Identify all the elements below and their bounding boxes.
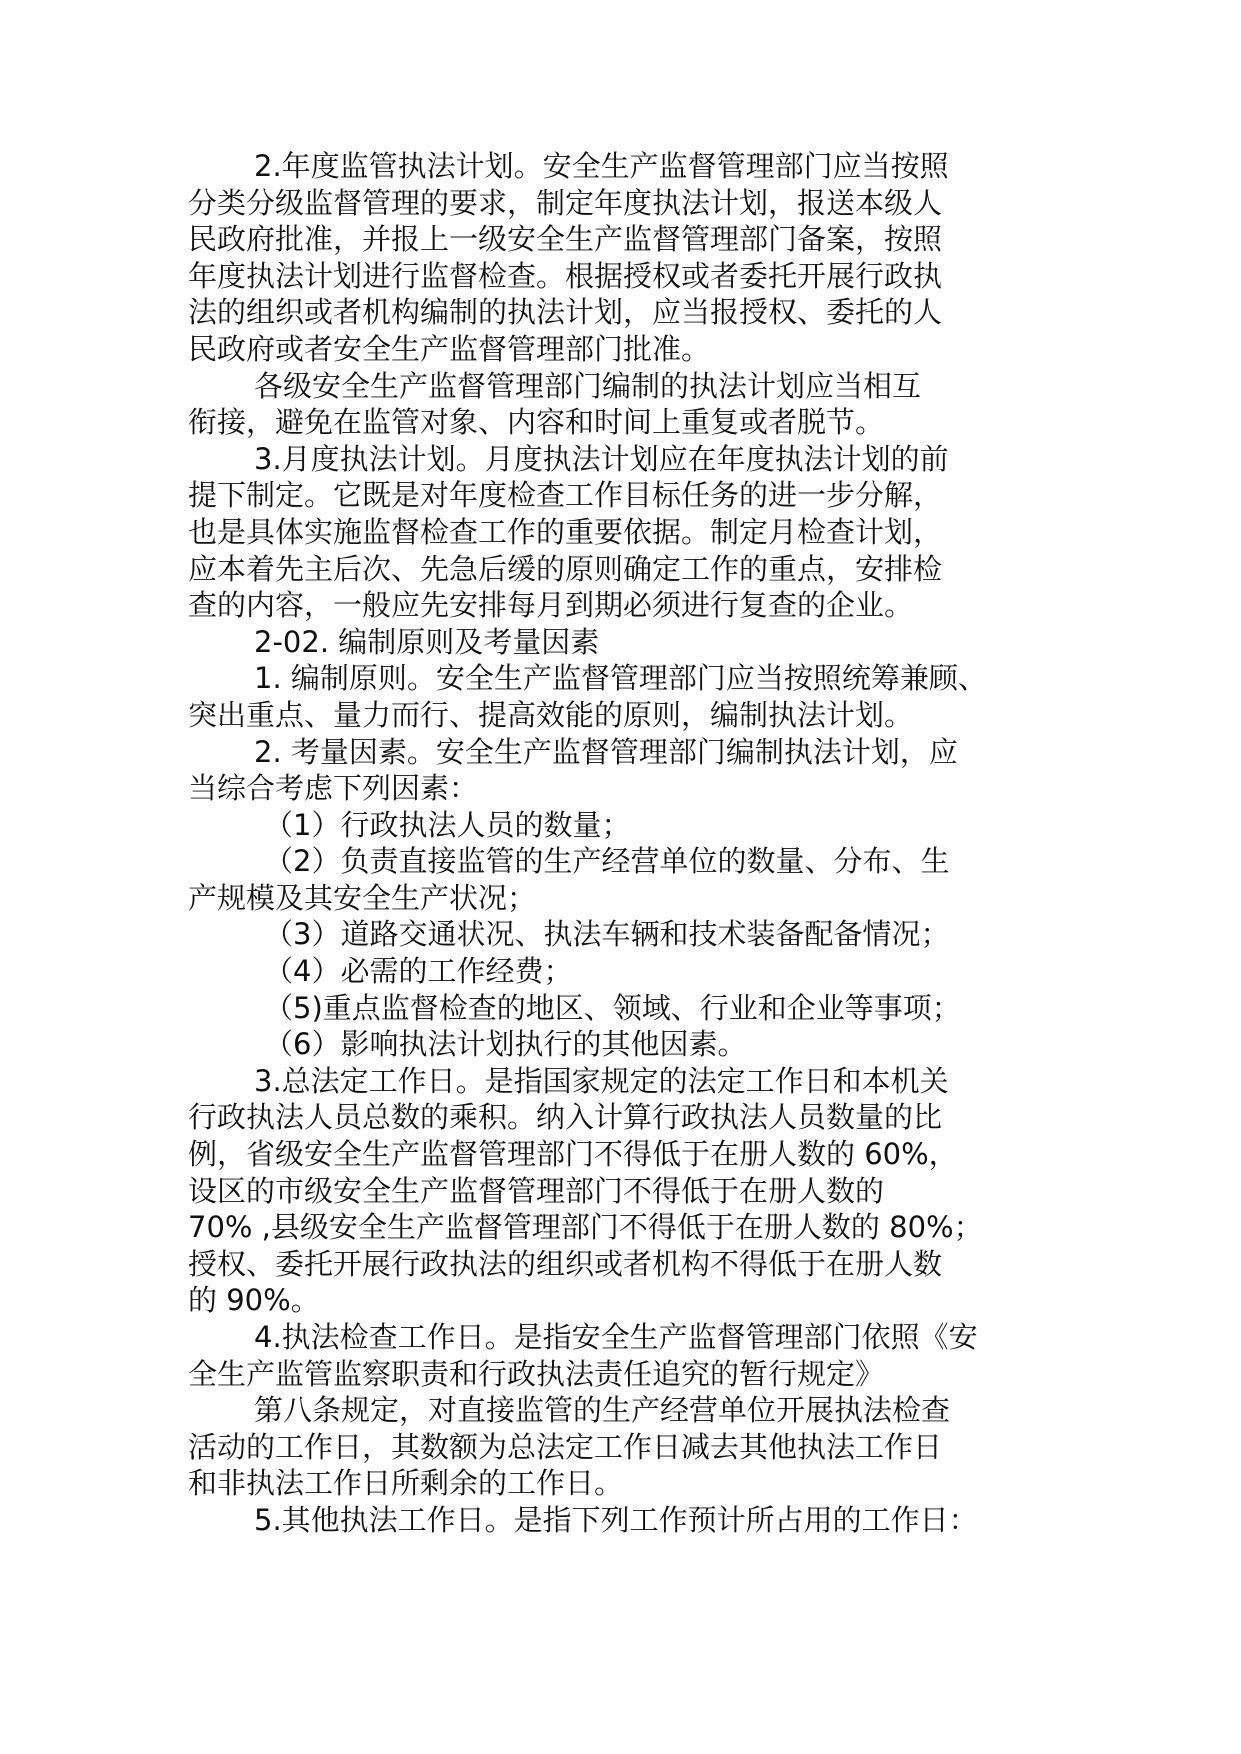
text-line: 3.总法定工作日。是指国家规定的法定工作日和本机关 — [254, 1063, 949, 1098]
text-line: 突出重点、量力而行、提高效能的原则，编制执法计划。 — [188, 697, 914, 732]
text-line: 设区的市级安全生产监督管理部门不得低于在册人数的 — [188, 1173, 885, 1208]
text-line: 70% ,县级安全生产监督管理部门不得低于在册人数的 80%； — [188, 1210, 983, 1245]
text-line: 活动的工作日，其数额为总法定工作日减去其他执法工作日 — [188, 1429, 943, 1464]
text-line: 第八条规定，对直接监管的生产经营单位开展执法检查 — [254, 1393, 951, 1428]
text-line: 2.年度监管执法计划。安全生产监督管理部门应当按照 — [254, 149, 949, 183]
text-line: 2. 考量因素。安全生产监督管理部门编制执法计划，应 — [254, 734, 958, 769]
text-line: 1. 编制原则。安全生产监督管理部门应当按照统筹兼顾、 — [254, 661, 987, 696]
text-line: 查的内容，一般应先安排每月到期必须进行复查的企业。 — [188, 588, 914, 623]
list-item: （3）道路交通状况、执法车辆和技术装备配备情况； — [264, 917, 950, 952]
text-line: 各级安全生产监督管理部门编制的执法计划应当相互 — [254, 368, 922, 403]
text-line: 5.其他执法工作日。是指下列工作预计所占用的工作日： — [254, 1502, 978, 1537]
text-line: 提下制定。它既是对年度检查工作目标任务的进一步分解， — [188, 478, 943, 513]
text-line: 的 90%。 — [188, 1283, 320, 1318]
text-line: 授权、委托开展行政执法的组织或者机构不得低于在册人数 — [188, 1246, 943, 1281]
text-line: 3.月度执法计划。月度执法计划应在年度执法计划的前 — [254, 441, 949, 476]
text-line: 产规模及其安全生产状况； — [188, 880, 537, 915]
text-line: 例，省级安全生产监督管理部门不得低于在册人数的 60%， — [188, 1137, 958, 1172]
list-item: （5)重点监督检查的地区、领域、行业和企业等事项； — [264, 990, 961, 1025]
text-line: 全生产监管监察职责和行政执法责任追究的暂行规定》 — [188, 1356, 885, 1391]
document-body — [188, 148, 1088, 1539]
text-line: 民政府或者安全生产监督管理部门批准。 — [188, 331, 711, 366]
text-line: 4.执法检查工作日。是指安全生产监督管理部门依照《安 — [254, 1320, 978, 1354]
text-line: 和非执法工作日所剩余的工作日。 — [188, 1466, 624, 1501]
text-line: 行政执法人员总数的乘积。纳入计算行政执法人员数量的比 — [188, 1100, 943, 1135]
list-item: （2）负责直接监管的生产经营单位的数量、分布、生 — [264, 844, 950, 879]
text-line: 法的组织或者机构编制的执法计划，应当报授权、委托的人 — [188, 295, 943, 330]
text-line: 也是具体实施监督检查工作的重要依据。制定月检查计划， — [188, 514, 943, 549]
text-line: 应本着先主后次、先急后缓的原则确定工作的重点，安排检 — [188, 551, 943, 586]
text-line: 分类分级监督管理的要求，制定年度执法计划，报送本级人 — [188, 185, 943, 220]
text-line: 民政府批准，并报上一级安全生产监督管理部门备案，按照 — [188, 222, 943, 257]
text-line: 年度执法计划进行监督检查。根据授权或者委托开展行政执 — [188, 258, 943, 293]
list-item: （4）必需的工作经费； — [264, 954, 573, 989]
text-line: 当综合考虑下列因素： — [188, 771, 479, 806]
section-heading: 2-02. 编制原则及考量因素 — [254, 624, 600, 659]
list-item: （1）行政执法人员的数量； — [264, 807, 631, 842]
text-line: 衔接，避免在监管对象、内容和时间上重复或者脱节。 — [188, 405, 885, 440]
list-item: （6）影响执法计划执行的其他因素。 — [264, 1027, 747, 1062]
